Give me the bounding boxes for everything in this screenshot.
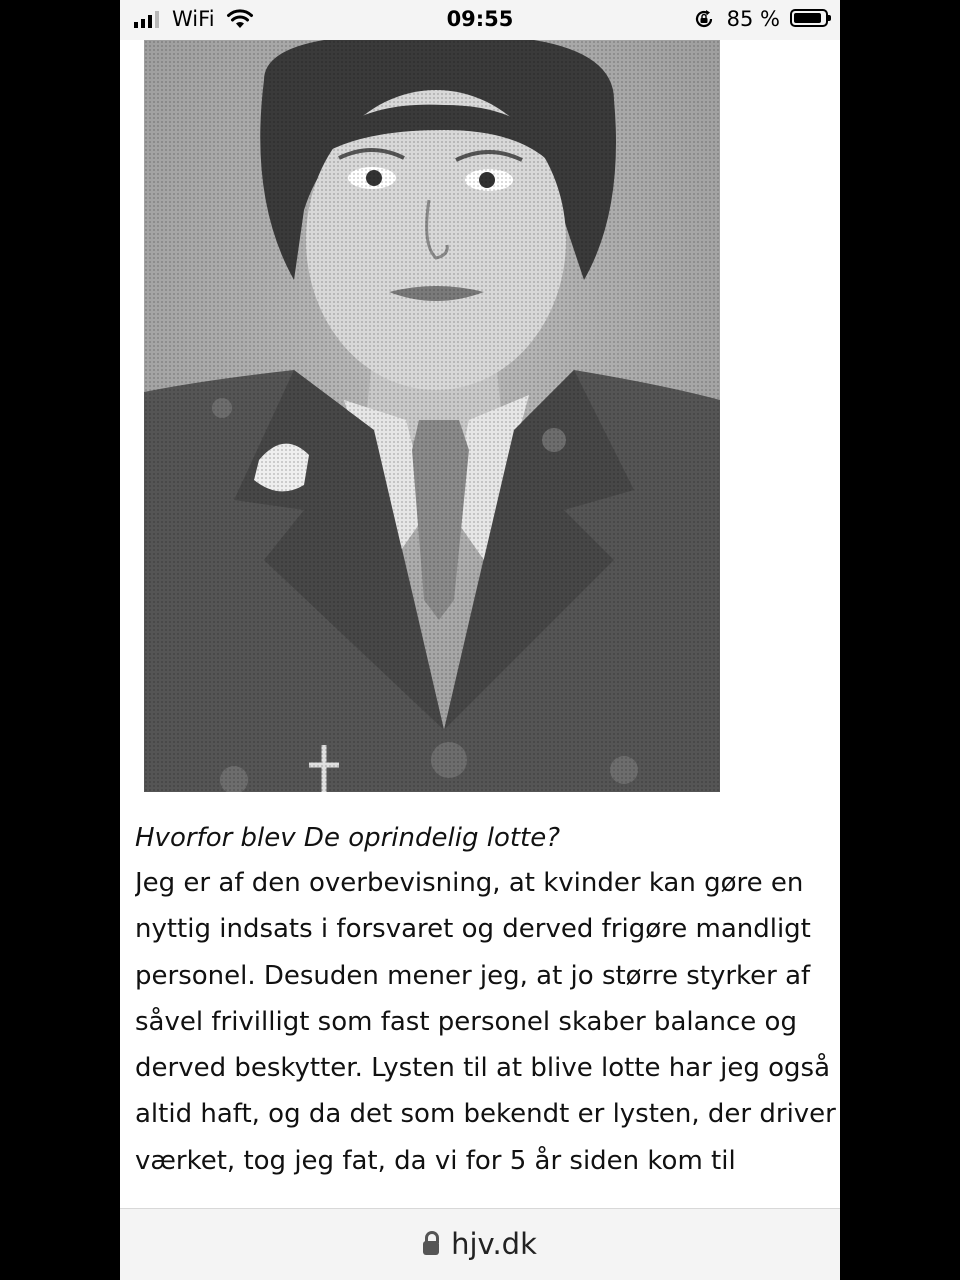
carrier-label: WiFi [172,7,215,31]
safari-address-bar[interactable] [120,1208,840,1280]
status-bar [120,0,840,40]
battery-icon [790,9,828,27]
url-text[interactable]: hjv.dk [451,1227,537,1261]
url-display[interactable] [120,1227,840,1261]
lock-icon [423,1241,439,1255]
interview-question: Hvorfor blev De oprindelig lotte? [135,823,561,853]
article-text [135,816,840,1208]
article-photo [144,40,720,792]
clock: 09:55 [446,7,514,31]
rotation-lock-icon [694,9,714,29]
phone-screen [120,0,840,1280]
interview-answer: Jeg er af den overbevisning, at kvinder kan gøre en nyttig indsats i forsvaret og derved frigøre mandligt personel. Desuden mener jeg, at jo større styrker af såvel frivilligt som fast personel skaber balance og derved beskytter. Lysten til at blive lotte har jeg også altid haft, og da det som bekendt er lysten, der driver værket, tog jeg fat, da vi for 5 år siden kom til [135,868,836,1176]
battery-percentage: 85 % [726,7,780,31]
